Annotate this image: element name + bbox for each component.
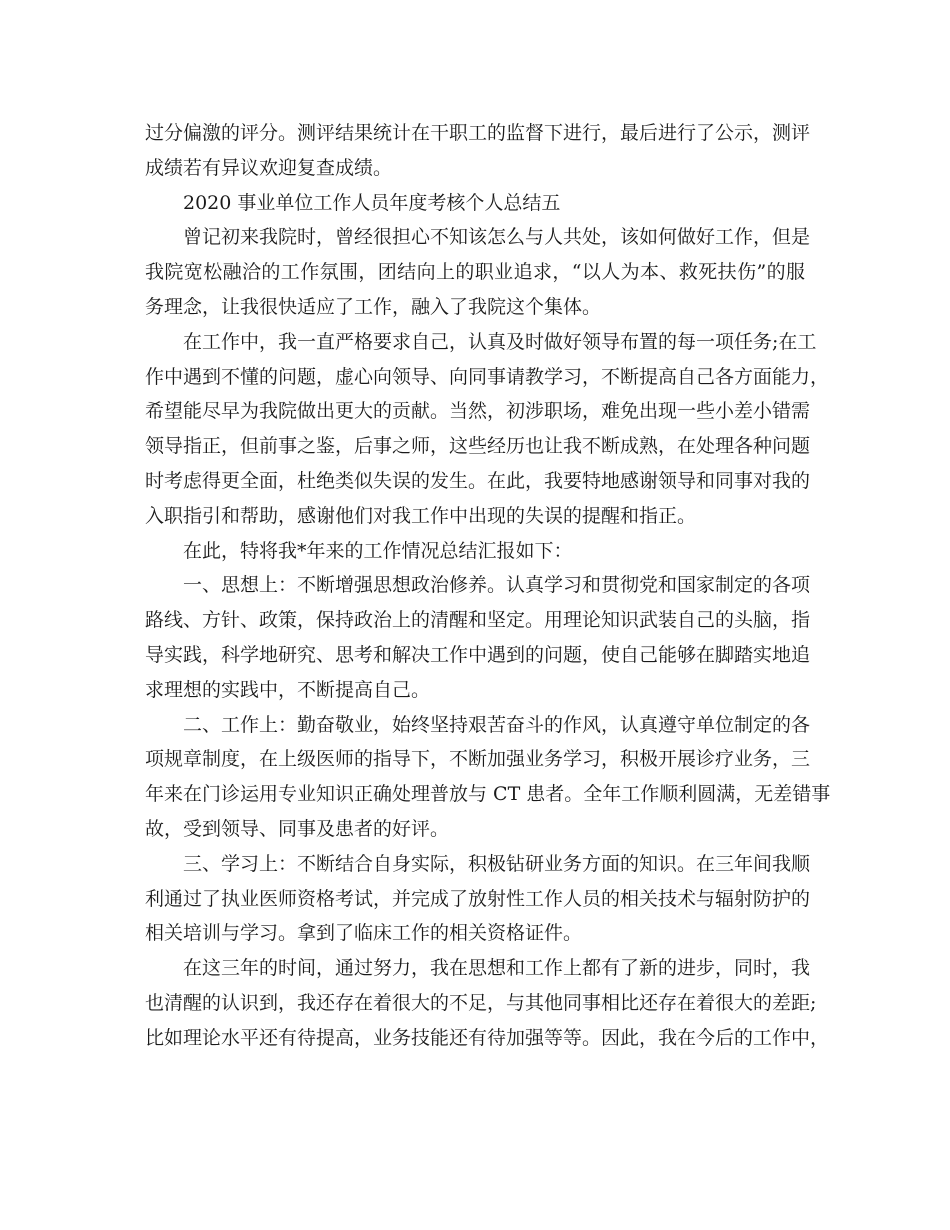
paragraph-first-line: 在这三年的时间，通过努力，我在思想和工作上都有了新的进步，同时，我: [183, 957, 811, 980]
text-line: 导实践，科学地研究、思考和解决工作中遇到的问题，使自己能够在脚踏实地追: [145, 643, 811, 666]
text-line: 时考虑得更全面，杜绝类似失误的发生。在此，我要特地感谢领导和同事对我的: [145, 469, 811, 492]
text-line: 故，受到领导、同事及患者的好评。: [145, 817, 450, 840]
text-line: 项规章制度，在上级医师的指导下，不断加强业务学习，积极开展诊疗业务，三: [145, 748, 811, 771]
text-line: 希望能尽早为我院做出更大的贡献。当然，初涉职场，难免出现一些小差小错需: [145, 400, 811, 423]
text-line: 相关培训与学习。拿到了临床工作的相关资格证件。: [145, 922, 583, 945]
text-line: 也清醒的认识到，我还存在着很大的不足，与其他同事相比还存在着很大的差距;: [145, 991, 817, 1014]
text-line: 年来在门诊运用专业知识正确处理普放与 CT 患者。全年工作顺利圆满，无差错事: [145, 783, 831, 806]
text-line: 利通过了执业医师资格考试，并完成了放射性工作人员的相关技术与辐射防护的: [145, 887, 811, 910]
text-line: 路线、方针、政策，保持政治上的清醒和坚定。用理论知识武装自己的头脑，指: [145, 609, 811, 632]
text-line: 成绩若有异议欢迎复查成绩。: [145, 156, 393, 179]
text-line: 求理想的实践中，不断提高自己。: [145, 678, 431, 701]
text-line: 领导指正，但前事之鉴，后事之师，这些经历也让我不断成熟，在处理各种问题: [145, 435, 811, 458]
text-line: 过分偏激的评分。测评结果统计在干职工的监督下进行，最后进行了公示，测评: [145, 122, 811, 144]
paragraph-first-line: 曾记初来我院时，曾经很担心不知该怎么与人共处，该如何做好工作，但是: [183, 226, 811, 249]
text-line: 比如理论水平还有待提高，业务技能还有待加强等等。因此，我在今后的工作中，: [145, 1026, 830, 1049]
paragraph-first-line: 三、学习上：不断结合自身实际，积极钻研业务方面的知识。在三年间我顺: [183, 852, 811, 875]
section-heading: 2020 事业单位工作人员年度考核个人总结五: [183, 191, 561, 214]
paragraph-first-line: 二、工作上：勤奋敬业，始终坚持艰苦奋斗的作风，认真遵守单位制定的各: [183, 713, 811, 736]
paragraph-first-line: 在工作中，我一直严格要求自己，认真及时做好领导布置的每一项任务;在工: [183, 330, 817, 353]
paragraph-first-line: 一、思想上：不断增强思想政治修养。认真学习和贯彻党和国家制定的各项: [183, 574, 811, 597]
paragraph-first-line: 在此，特将我*年来的工作情况总结汇报如下：: [183, 539, 573, 562]
text-line: 我院宽松融洽的工作氛围，团结向上的职业追求，“以人为本、救死扶伤”的服: [145, 261, 805, 284]
text-line: 务理念，让我很快适应了工作，融入了我院这个集体。: [145, 295, 602, 318]
text-line: 入职指引和帮助，感谢他们对我工作中出现的失误的提醒和指正。: [145, 504, 697, 527]
document-body: [145, 116, 831, 1056]
text-line: 作中遇到不懂的问题，虚心向领导、向同事请教学习，不断提高自己各方面能力，: [145, 365, 830, 388]
